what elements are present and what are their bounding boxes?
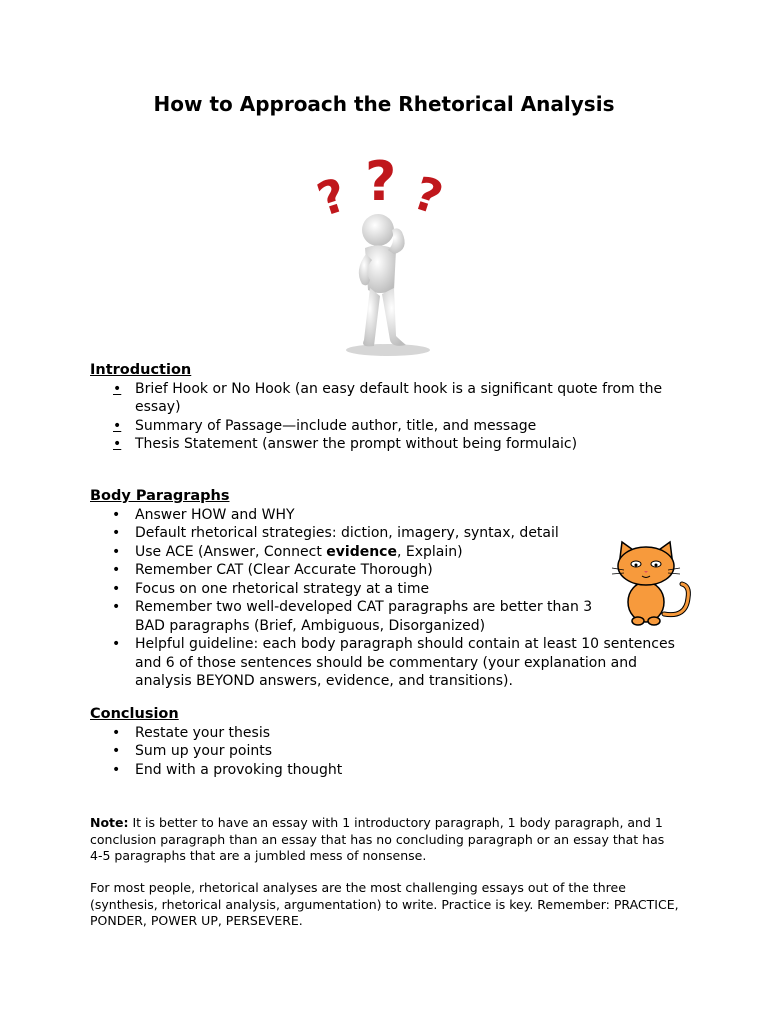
- introduction-section: [90, 361, 690, 454]
- list-item: • Thesis Statement (answer the prompt without being formulaic): [113, 436, 578, 452]
- list-item: • Use ACE (Answer, Connect evidence, Explain): [112, 543, 463, 560]
- note-paragraph: [90, 815, 680, 865]
- body-paragraphs-section: [90, 487, 690, 691]
- page-title: How to Approach the Rhetorical Analysis: [153, 92, 615, 116]
- bullet: •: [112, 506, 121, 523]
- bullet: •: [112, 580, 121, 597]
- conclusion-heading: Conclusion: [90, 706, 179, 722]
- bullet: •: [112, 543, 121, 560]
- list-item: • Restate your thesis: [112, 724, 271, 741]
- list-item: • Focus on one rhetorical strategy at a time: [112, 580, 430, 597]
- svg-text:?: ?: [310, 167, 353, 227]
- bullet: •: [112, 525, 121, 541]
- list-item: • Default rhetorical strategies: diction, imagery, syntax, detail: [112, 525, 559, 541]
- list-item: • End with a provoking thought: [112, 761, 343, 778]
- bullet: •: [112, 761, 121, 778]
- body-paragraphs-list: [90, 506, 690, 691]
- thinking-figure-icon: [310, 150, 460, 360]
- list-item: • Helpful guideline: each body paragraph should contain at least 10 sentences and 6 of those sentences should be commentary (your explanation and analysis BEYOND answers, evidence, and transitions).: [112, 636, 675, 689]
- bullet: •: [112, 743, 121, 759]
- body-paragraphs-heading: Body Paragraphs: [90, 488, 230, 504]
- conclusion-section: [90, 705, 690, 779]
- list-item: • Remember CAT (Clear Accurate Thorough): [112, 562, 433, 578]
- svg-text:?: ?: [407, 165, 450, 226]
- bullet: •: [112, 724, 121, 741]
- bullet: •: [112, 636, 121, 652]
- bullet: •: [112, 599, 121, 615]
- introduction-heading: Introduction: [90, 362, 192, 378]
- conclusion-list: [90, 724, 690, 780]
- list-item: • Summary of Passage—include author, title, and message: [113, 417, 537, 434]
- bullet: •: [113, 417, 122, 434]
- closing-paragraph: For most people, rhetorical analyses are the most challenging essays out of the three (synthesis, rhetorical analysis, argumentation) to write. Practice is key. Remember: PRACTICE, PONDER, POWER UP, PERSEVERE.: [90, 880, 679, 928]
- svg-text:?: ?: [365, 150, 397, 213]
- bullet: •: [113, 380, 122, 397]
- introduction-list: [90, 380, 690, 454]
- cat-icon: [606, 540, 696, 630]
- emphasis-evidence: evidence: [326, 543, 397, 560]
- bullet: •: [112, 562, 121, 578]
- list-item: • Remember two well-developed CAT paragraphs are better than 3 BAD paragraphs (Brief, Ambiguous, Disorganized): [112, 599, 593, 634]
- note-label: Note:: [90, 815, 129, 830]
- list-item: • Brief Hook or No Hook (an easy default hook is a significant quote from the essay): [113, 380, 663, 415]
- list-item: • Answer HOW and WHY: [112, 506, 295, 523]
- bullet: •: [113, 436, 122, 452]
- note-text: It is better to have an essay with 1 introductory paragraph, 1 body paragraph, and 1 conclusion paragraph than an essay that has no concluding paragraph or an essay that has 4-5 paragraphs that are a jumbled mess of nonsense.: [90, 815, 665, 863]
- list-item: • Sum up your points: [112, 743, 272, 759]
